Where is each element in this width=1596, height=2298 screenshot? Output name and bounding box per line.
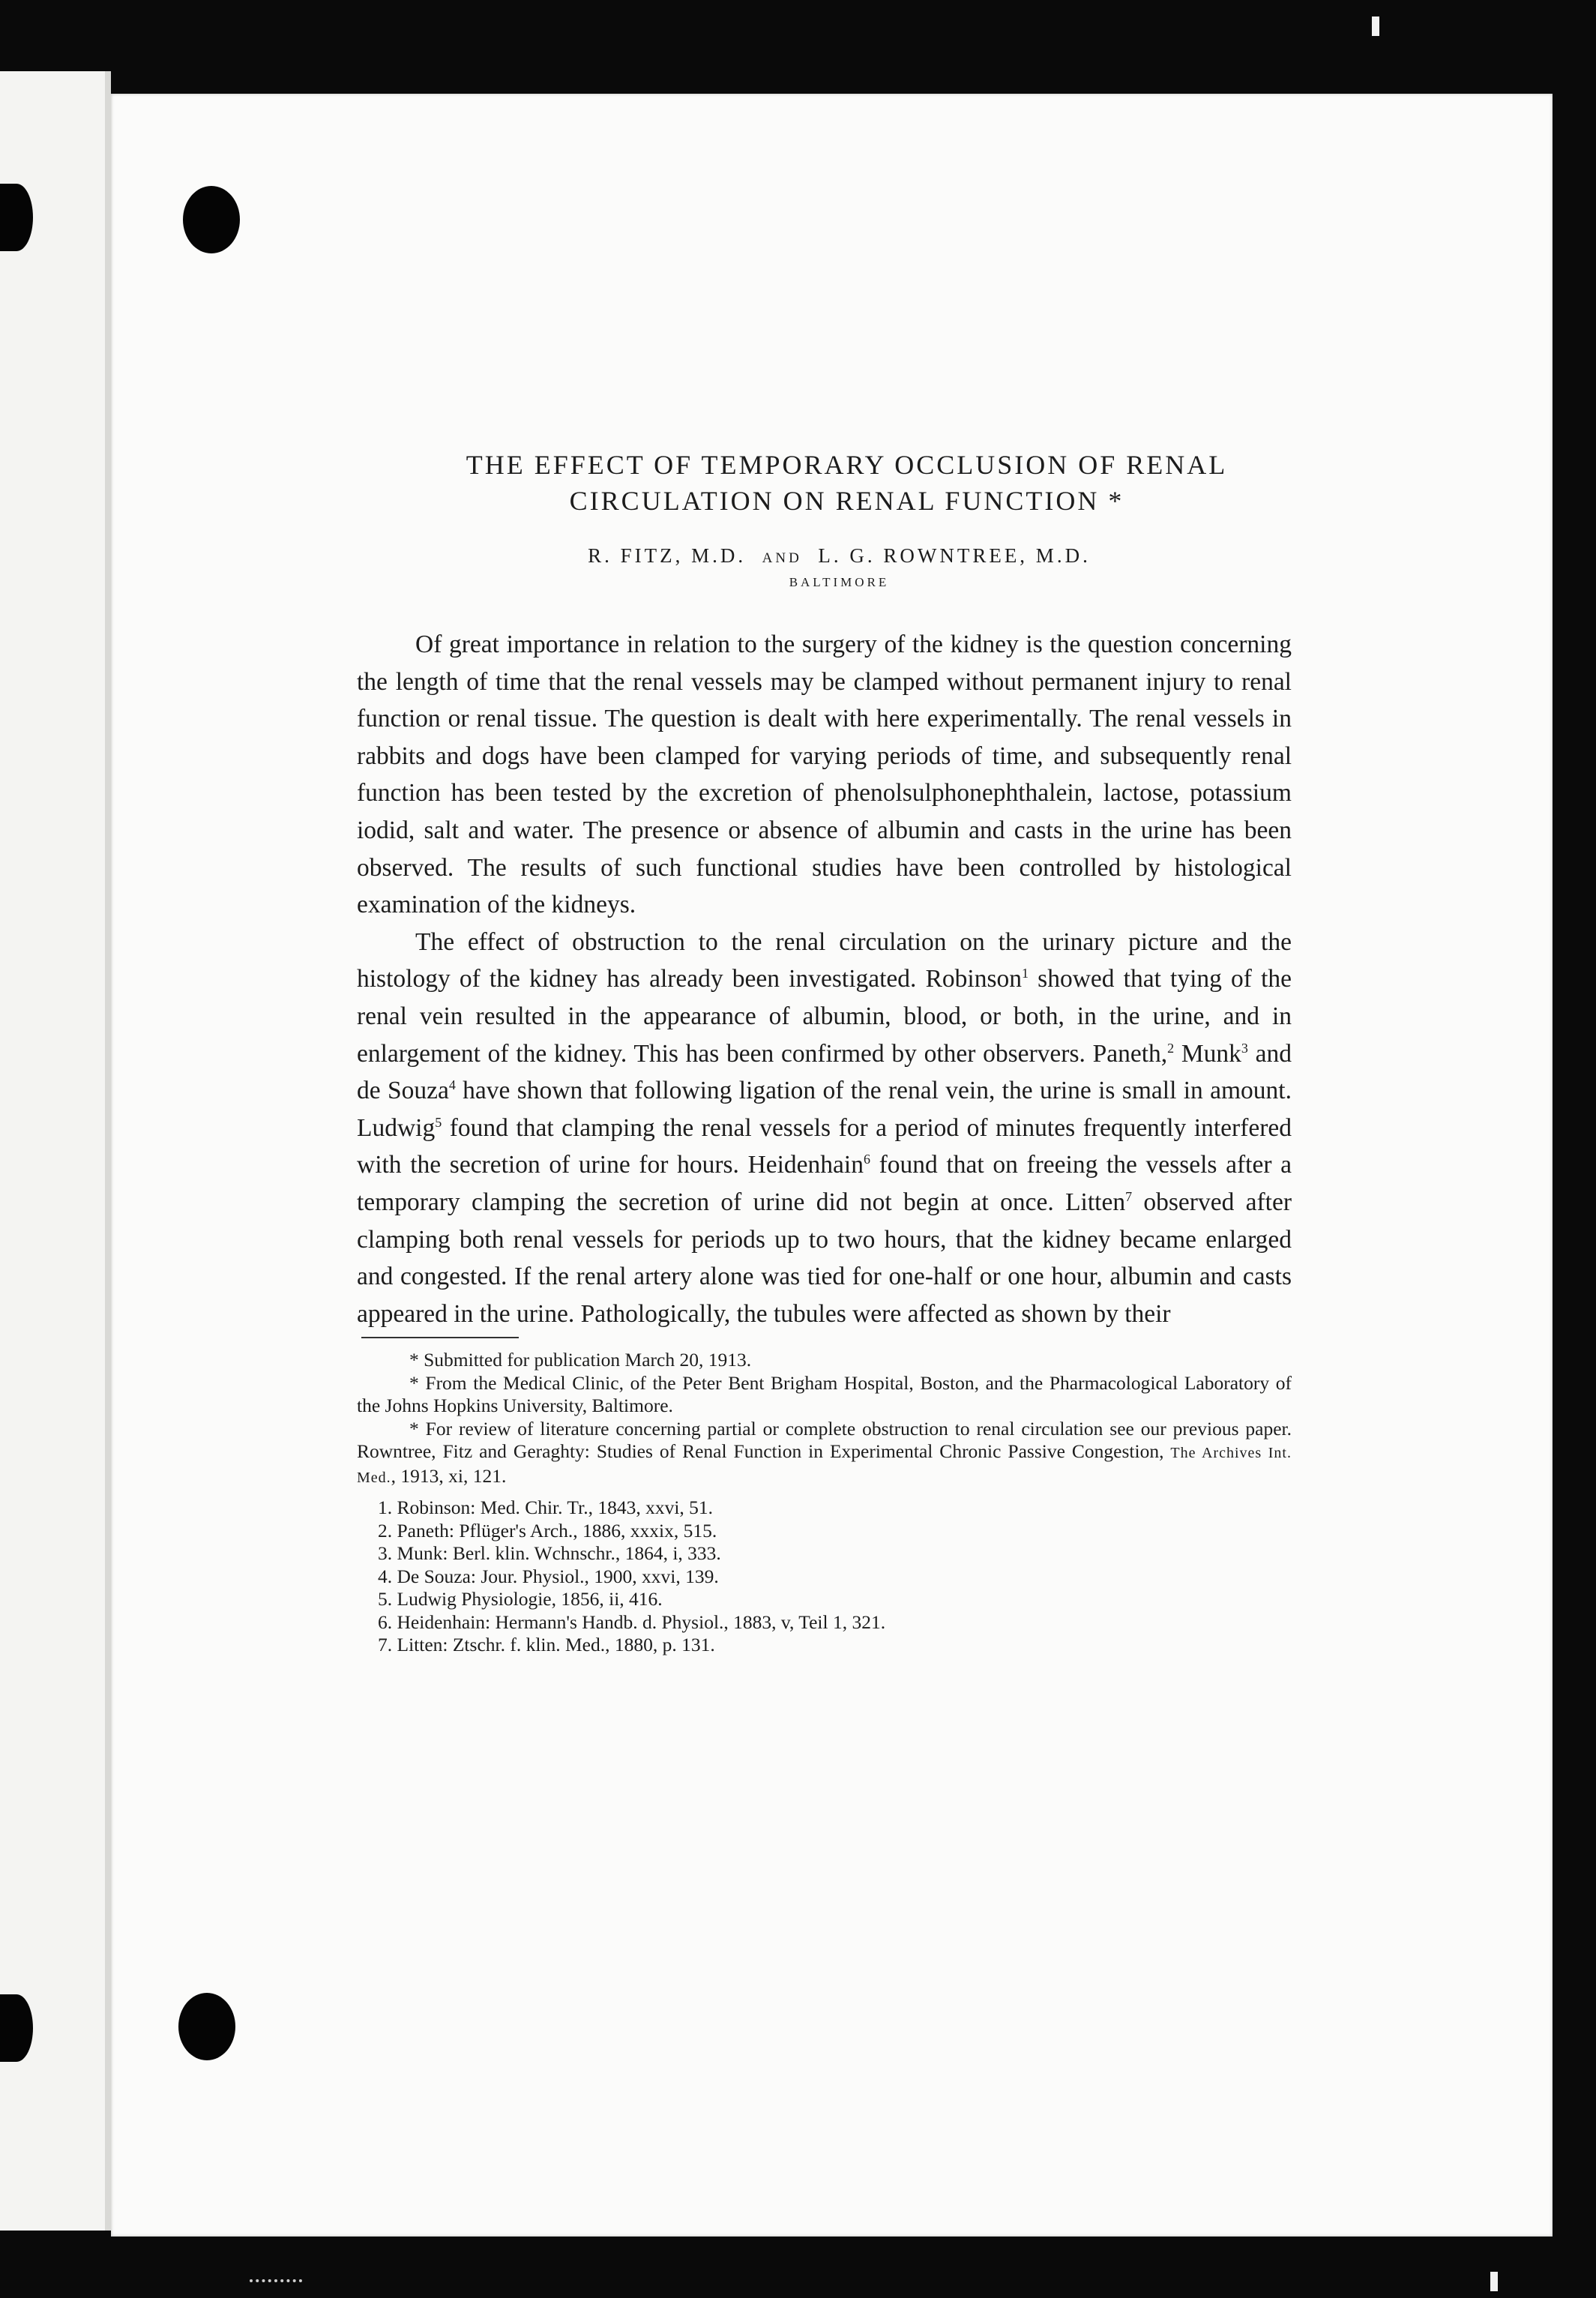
ref-mark-6: 6: [863, 1152, 870, 1167]
author-line: [357, 544, 1292, 568]
reference-item: 2. Paneth: Pflüger's Arch., 1886, xxxix, 515.: [378, 1519, 717, 1541]
paragraph-2: The effect of obstruction to the renal circulation on the urinary picture and the histology of the kidney has already been investigated. Robinson$^1$ showed that tying of the renal vein resulted in the appearance of albumin, blood, or both, in the urine, and in enlargement of the kidney. This has been confirmed by other observers. Paneth,$^2$ Munk$^3$ and de Souza$^4$ have shown that following ligation of the renal vein, the urine is small in amount. Ludwig$^5$ found that clamping the renal vessels for a period of minutes frequently interfered with the secretion of urine for hours. Heidenhain$^6$ found that on freeing the vessels after a temporary clamping the secretion of urine did not begin at once. Litten$^7$ observed after clamping both renal vessels for periods up to two hours, that the kidney became enlarged and congested. If the renal artery alone was tied for one-half or one hour, albumin and casts appeared in the urine. Pathologically, the tubules were affected as shown by their: [357, 927, 1292, 1328]
ref-mark-7: 7: [1125, 1188, 1133, 1204]
ref-mark-1: 1: [1022, 966, 1029, 981]
punch-hole-bottom: [178, 1993, 235, 2060]
reference-item: 3. Munk: Berl. klin. Wchnschr., 1864, i, 333.: [378, 1542, 721, 1565]
ref-mark-2: 2: [1167, 1040, 1175, 1056]
ref-mark-3: 3: [1241, 1040, 1248, 1056]
reference-item: 4. De Souza: Jour. Physiol., 1900, xxvi, 139.: [378, 1565, 719, 1587]
title-line-2: CIRCULATION ON RENAL FUNCTION *: [569, 486, 1124, 516]
page-fold-shadow: [105, 71, 111, 2231]
scan-mark-bottom: [1490, 2272, 1498, 2291]
footnote-divider: [361, 1337, 519, 1338]
footnote-review: * For review of literature concerning partial or complete obstruction to renal circulation see our previous paper. Rowntree, Fitz and Geraghty: Studies of Renal Function in Experimental Chronic Passive Congestion, The Archives Int. Med., 1913, xi, 121.: [357, 1417, 1292, 1487]
footnote-submitted: * Submitted for publication March 20, 1913.: [409, 1349, 752, 1371]
reference-list: [357, 1497, 1292, 1657]
facing-page-edge: [0, 71, 105, 2231]
scan-dots: [250, 2279, 302, 2285]
article-body: [357, 626, 1292, 1332]
footnote-affiliation: * From the Medical Clinic, of the Peter Bent Brigham Hospital, Boston, and the Pharmacological Laboratory of the Johns Hopkins University, Baltimore.: [357, 1371, 1292, 1417]
author-fitz: R. FITZ, M.D.: [588, 544, 747, 567]
punch-hole-left-top: [0, 184, 33, 251]
reference-item: 6. Heidenhain: Hermann's Handb. d. Physiol., 1883, v, Teil 1, 321.: [378, 1610, 886, 1633]
author-rowntree: L. G. ROWNTREE, M.D.: [818, 544, 1091, 567]
ref-mark-5: 5: [435, 1114, 442, 1130]
ref-mark-4: 4: [448, 1077, 456, 1092]
punch-hole-top: [183, 186, 240, 253]
reference-item: 5. Ludwig Physiologie, 1856, ii, 416.: [378, 1588, 663, 1610]
scan-mark-top: [1372, 16, 1379, 36]
article-title: [357, 447, 1292, 519]
author-conjunction: AND: [762, 550, 802, 566]
journal-name: The Archives Int. Med.: [357, 1445, 1292, 1486]
footnotes: [357, 1349, 1292, 1489]
reference-item: 7. Litten: Ztschr. f. klin. Med., 1880, p. 131.: [378, 1634, 715, 1656]
punch-hole-left-bottom: [0, 1994, 33, 2062]
author-location: BALTIMORE: [789, 575, 890, 589]
reference-item: 1. Robinson: Med. Chir. Tr., 1843, xxvi, 51.: [378, 1497, 714, 1519]
title-line-1: THE EFFECT OF TEMPORARY OCCLUSION OF RENAL: [466, 450, 1228, 480]
paragraph-1: Of great importance in relation to the surgery of the kidney is the question concerning the length of time that the renal vessels may be clamped without permanent injury to renal function or renal tissue. The question is dealt with here experimentally. The renal vessels in rabbits and dogs have been clamped for varying periods of time, and subsequently renal function has been tested by the excretion of phenolsulphonephthalein, lactose, potassium iodid, salt and water. The presence or absence of albumin and casts in the urine has been observed. The results of such functional studies have been controlled by histological examination of the kidneys.: [357, 631, 1292, 919]
article: [357, 447, 1292, 1657]
